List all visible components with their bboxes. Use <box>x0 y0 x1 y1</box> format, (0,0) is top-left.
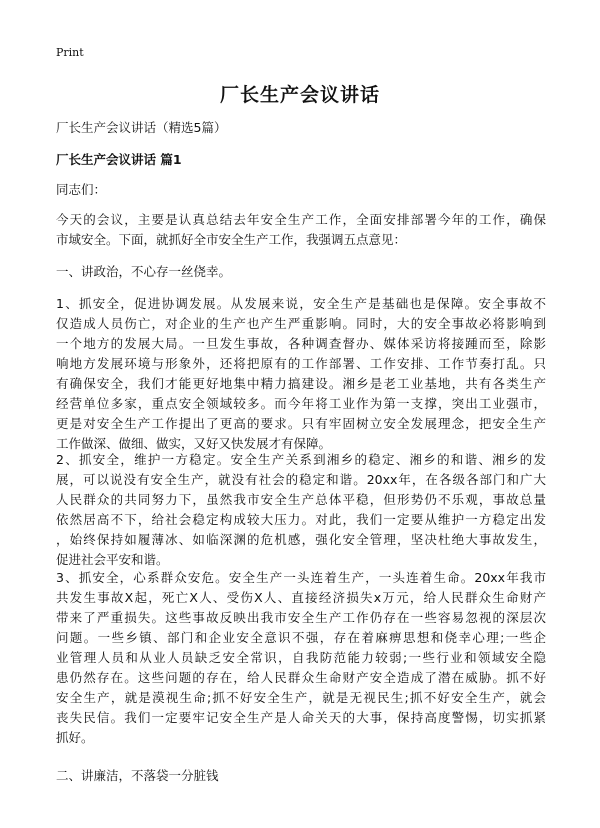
page-title: 厂长生产会议讲话 <box>219 84 380 106</box>
section-heading: 厂长生产会议讲话 篇1 <box>56 152 182 167</box>
paragraph-1 <box>56 294 546 454</box>
paragraph-line: 抓好。 <box>56 730 94 745</box>
paragraph-line: 问题。一些乡镇、部门和企业安全意识不强，存在着麻痹思想和侥幸心理;一些企 <box>56 630 546 645</box>
subtitle: 厂长生产会议讲话（精选5篇） <box>56 120 227 135</box>
paragraph-line: 响地方发展环境与形象外，还将把原有的工作部署、工作安排、工作节奏打乱。只 <box>56 356 546 371</box>
paragraph-line: 仅造成人员伤亡，对企业的生产也产生严重影响。同时，大的安全事故必将影响到 <box>56 316 546 331</box>
paragraph-line: 带来了严重损失。这些事故反映出我市安全生产工作仍存在一些容易忽视的深层次 <box>56 610 546 625</box>
paragraph-line: 安全生产，就是漠视生命;抓不好安全生产，就是无视民生;抓不好安全生产，就会 <box>56 690 546 705</box>
point-two-heading: 二、讲廉洁，不落袋一分脏钱 <box>56 768 219 783</box>
paragraph-line: 业管理人员和从业人员缺乏安全常识，自我防范能力较弱;一些行业和领域安全隐 <box>56 650 546 665</box>
paragraph-line: 人民群众的共同努力下，虽然我市安全生产总体平稳，但形势仍不乐观，事故总量 <box>56 492 546 507</box>
paragraph-line: 市域安全。下面，就抓好全市安全生产工作，我强调五点意见： <box>56 232 407 247</box>
paragraph-line: 展，可以说没有安全生产，就没有社会的稳定和谐。20xx年，在各级各部门和广大 <box>56 472 546 487</box>
paragraph-line: 3、抓安全，心系群众安危。安全生产一头连着生产，一头连着生命。20xx年我市 <box>56 570 546 585</box>
greeting: 同志们： <box>56 182 107 197</box>
paragraph-line: 患仍然存在。这些问题的存在，给人民群众生命财产安全造成了潜在威胁。抓不好 <box>56 670 546 685</box>
paragraph-line: 2、抓安全，维护一方稳定。安全生产关系到湘乡的稳定、湘乡的和谐、湘乡的发 <box>56 452 546 467</box>
paragraph-line: 更是对安全生产工作提出了更高的要求。只有牢固树立安全发展理念，把安全生产 <box>56 416 546 431</box>
paragraph-2 <box>56 450 546 570</box>
paragraph-line: 依然居高不下，给社会稳定构成较大压力。对此，我们一定要从维护一方稳定出发 <box>56 512 546 527</box>
intro-paragraph <box>56 210 546 250</box>
paragraph-line: 一个地方的发展大局。一旦发生事故，各种调查督办、媒体采访将接踵而至，除影 <box>56 336 546 351</box>
paragraph-3 <box>56 568 546 748</box>
paragraph-line: 有确保安全，我们才能更好地集中精力搞建设。湘乡是老工业基地，共有各类生产 <box>56 376 546 391</box>
paragraph-line: ，始终保持如履薄冰、如临深渊的危机感，强化安全管理，坚决杜绝大事故发生， <box>56 532 546 547</box>
paragraph-line: 工作做深、做细、做实，又好又快发展才有保障。 <box>56 436 332 451</box>
paragraph-line: 经营单位多家，重点安全领域较多。而今年将工业作为第一支撑，突出工业强市， <box>56 396 546 411</box>
paragraph-line: 促进社会平安和谐。 <box>56 552 169 567</box>
paragraph-line: 丧失民信。我们一定要牢记安全生产是人命关天的大事，保持高度警惕，切实抓紧 <box>56 710 546 725</box>
print-label[interactable]: Print <box>56 46 84 59</box>
paragraph-line: 今天的会议，主要是认真总结去年安全生产工作，全面安排部署今年的工作，确保 <box>56 212 546 227</box>
paragraph-line: 1、抓安全，促进协调发展。从发展来说，安全生产是基础也是保障。安全事故不 <box>56 296 546 311</box>
point-one-heading: 一、讲政治，不心存一丝侥幸。 <box>56 264 232 279</box>
paragraph-line: 共发生事故X起，死亡X人、受伤X人、直接经济损失x万元，给人民群众生命财产 <box>56 590 546 605</box>
